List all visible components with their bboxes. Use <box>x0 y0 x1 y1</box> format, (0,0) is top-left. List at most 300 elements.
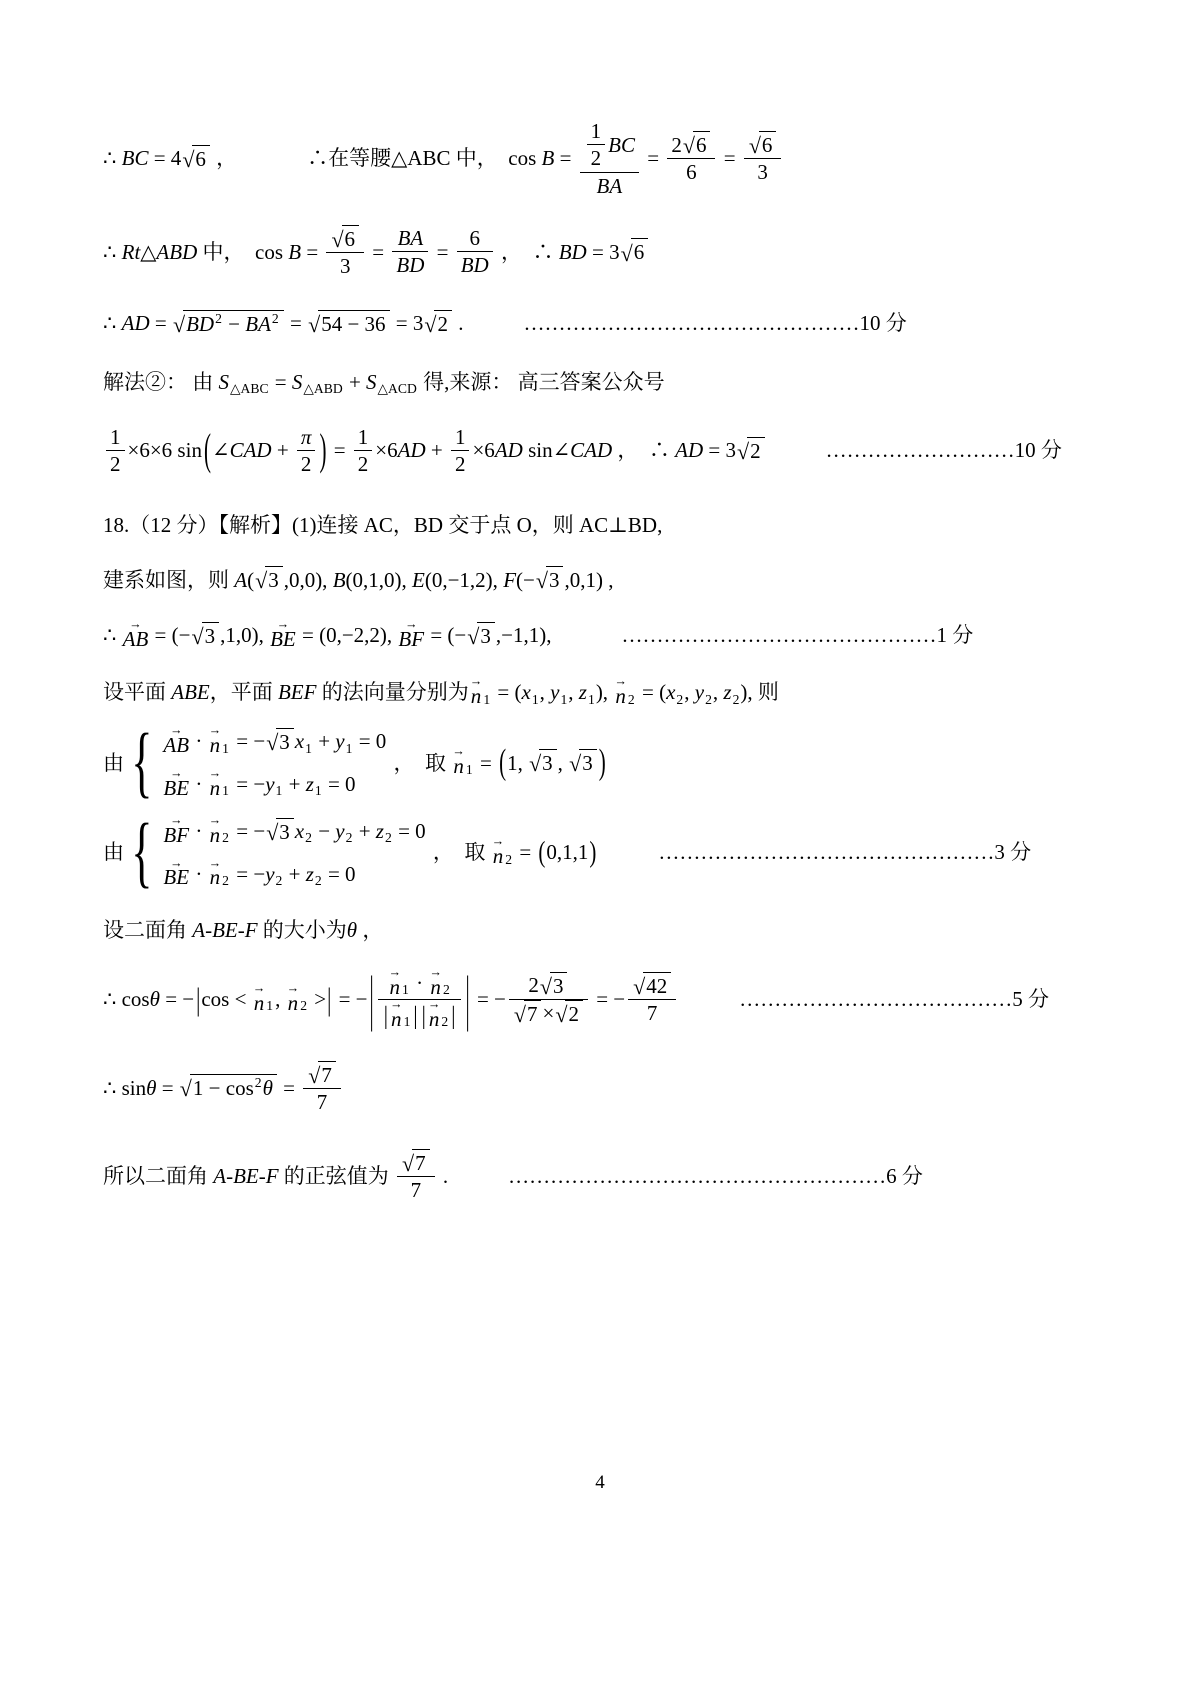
math-variable: θ <box>346 917 358 942</box>
text-token: 7 <box>410 1178 422 1203</box>
radical: √ 3 <box>266 728 294 755</box>
text-token: = 0 <box>322 861 356 886</box>
text-token: 由 <box>103 750 130 775</box>
text-token: = <box>284 311 308 336</box>
text-token: = − <box>231 772 266 797</box>
subscript: 2 <box>705 691 712 707</box>
text-token: ………………………………………………6 分 <box>508 1164 923 1189</box>
math-variable: BA <box>245 311 271 336</box>
cos-theta-line <box>103 963 1145 1033</box>
fraction <box>297 424 316 478</box>
math-variable: x <box>521 680 531 705</box>
math-variable: z <box>578 680 587 705</box>
subscript: △ABD <box>303 380 343 396</box>
text-token: 2 <box>750 439 761 464</box>
text-token: × <box>542 1001 555 1026</box>
text-token: · <box>410 971 429 996</box>
text-token: . <box>437 1164 449 1189</box>
text-token: …………………………………………10 分 <box>523 311 907 336</box>
math-variable: θ <box>262 1076 273 1101</box>
equation-row <box>162 855 356 890</box>
text-token: 3 <box>757 160 768 185</box>
text-token: , <box>684 680 695 705</box>
text-token: ,1,0), <box>220 623 270 648</box>
math-variable: y <box>265 772 275 797</box>
text-token: = 4 <box>148 146 182 171</box>
vector: → BF <box>163 812 190 847</box>
math-variable: y <box>265 861 275 886</box>
text-token: ∴ <box>103 239 122 264</box>
vector: → n 1 <box>208 765 229 800</box>
equation-system <box>131 717 387 806</box>
math-variable: BD <box>396 253 425 278</box>
text-token: = (− <box>425 623 467 648</box>
text-token: (0,−1,2), <box>424 567 504 592</box>
equation-row <box>162 722 387 757</box>
vector: → n 1 <box>208 722 229 757</box>
text-token: = <box>474 750 498 775</box>
text-token: = − <box>159 987 195 1012</box>
math-variable: y <box>335 729 345 754</box>
text-token: = <box>277 1075 301 1100</box>
text-token: = − <box>231 729 266 754</box>
superscript: 2 <box>215 310 222 326</box>
text-token: 2 <box>357 452 369 477</box>
radical: √ 6 <box>182 145 210 172</box>
text-token: ∴ <box>103 146 122 171</box>
math-variable: B <box>332 567 346 592</box>
text-token: ×6×6 sin <box>127 438 202 463</box>
vector: → n 2 <box>286 980 308 1015</box>
text-token: ∴在等腰△ABC 中， cos <box>307 146 542 171</box>
radical: √ 3 <box>255 566 283 593</box>
text-token: 3 <box>339 253 351 278</box>
radical: √ 6 <box>331 225 359 252</box>
text-token: , <box>712 680 724 705</box>
text-token: …………………………………………3 分 <box>658 840 1032 865</box>
math-variable: AD <box>121 311 150 336</box>
math-variable: ABE <box>171 680 210 705</box>
math-variable: BA <box>397 226 424 251</box>
vector-arrow-icon: → <box>404 617 418 632</box>
page-number: 4 <box>595 1472 605 1493</box>
subscript: 2 <box>676 691 684 707</box>
text-token: ， <box>210 146 238 171</box>
text-token: 6 <box>633 240 645 265</box>
text-token: = <box>367 239 390 264</box>
vector: → n 1 <box>388 964 409 999</box>
text-token: ×6 <box>375 438 398 463</box>
text-token: ∴ cos <box>103 987 150 1012</box>
math-variable: z <box>305 772 314 797</box>
vector-arrow-icon: → <box>427 996 441 1011</box>
math-variable: S <box>218 369 229 394</box>
vector-arrow-icon: → <box>286 980 300 995</box>
vector-arrow-icon: → <box>208 855 222 870</box>
subscript: △ACD <box>377 380 417 396</box>
text-token: 2 <box>454 452 466 477</box>
text-token: 3 <box>268 568 279 593</box>
math-variable: A-BE-F <box>192 917 258 942</box>
text-token: = − <box>333 987 368 1012</box>
text-token: > <box>309 987 327 1012</box>
vector: → n 1 <box>252 980 274 1015</box>
text-token: 由 <box>103 840 130 865</box>
text-token: , <box>539 680 551 705</box>
text-token: ∴ sin <box>103 1075 147 1100</box>
radical: √ 2 <box>424 310 452 337</box>
math-variable: CAD <box>570 438 613 463</box>
fraction <box>397 1149 435 1203</box>
text-token: = 3 <box>703 438 737 463</box>
text-token: cos < <box>201 987 252 1012</box>
q18-intro <box>103 511 1145 539</box>
text-token: = 3 <box>586 239 620 264</box>
math-variable: θ <box>146 1075 157 1100</box>
radical: √ 7 <box>402 1149 430 1176</box>
text-token: 1 <box>110 424 121 449</box>
text-token: = <box>149 311 172 336</box>
text-token: + <box>343 369 367 394</box>
subscript: 2 <box>314 873 322 889</box>
vector-arrow-icon: → <box>388 964 402 979</box>
conclusion-line <box>103 1149 1145 1203</box>
text-token: = <box>642 146 665 171</box>
text-token: 1 <box>590 119 602 143</box>
subscript: 1 <box>587 691 595 707</box>
text-token: = 3 <box>390 311 424 336</box>
vector: → n 1 <box>389 996 411 1031</box>
radical: √ 42 <box>633 972 671 999</box>
text-token: 设二面角 <box>103 917 193 942</box>
math-variable: AD <box>397 438 426 463</box>
text-token: , <box>557 750 569 775</box>
radical: √ BD 2 − BA 2 <box>173 310 284 337</box>
subscript: 1 <box>275 783 283 799</box>
vector-arrow-icon: → <box>129 617 142 632</box>
text-token: + <box>312 729 336 754</box>
fence: | → n 1 | <box>383 996 418 1031</box>
text-token: + <box>425 438 448 463</box>
fraction <box>509 972 588 1027</box>
text-token: 1 <box>357 424 369 449</box>
fraction <box>354 424 373 478</box>
text-token: + <box>271 438 294 463</box>
fence: | → n 1 · → n 2 | → n 1 | | → n 2 | | <box>369 963 470 1033</box>
text-token: ×6 <box>472 438 495 463</box>
vector-arrow-icon: → <box>208 765 222 780</box>
fraction <box>587 118 606 172</box>
radical: √ 6 <box>749 131 777 158</box>
vector: → n 1 <box>469 673 491 708</box>
text-token: 6 <box>695 133 707 158</box>
math-variable: BD <box>186 311 215 336</box>
text-token: 2 <box>671 132 682 157</box>
fraction <box>326 225 364 279</box>
text-token: + <box>283 861 306 886</box>
system-n2 <box>103 807 1145 896</box>
subscript: 1 <box>314 783 322 799</box>
text-token: = 0 <box>353 729 387 754</box>
text-token: 3 <box>279 819 290 844</box>
fraction <box>451 424 470 478</box>
text-token: (− <box>516 567 535 592</box>
math-variable: S <box>366 369 377 394</box>
text-token: = <box>301 239 324 264</box>
subscript: 2 <box>275 873 283 889</box>
subscript: △ABC <box>230 380 269 396</box>
radical: √ 1 − cos 2 θ <box>180 1074 277 1101</box>
vector: → n 2 <box>491 834 513 868</box>
vector: → n 2 <box>614 673 635 708</box>
text-token: 42 <box>646 974 668 999</box>
text-token: 2 <box>437 311 448 336</box>
radical: √ 2 <box>555 1000 583 1027</box>
vectors-line <box>103 617 1145 651</box>
text-token: 的法向量分别为 <box>316 680 469 705</box>
spacer <box>463 323 523 324</box>
text-token: ,0,1) , <box>564 567 614 592</box>
math-variable: F <box>503 567 517 592</box>
text-token: = <box>554 146 577 171</box>
math-variable: S <box>291 369 303 394</box>
text-token: 7 <box>526 1001 538 1026</box>
text-token: = 0 <box>322 772 356 797</box>
text-token: 7 <box>415 1151 426 1176</box>
text-token: = − <box>471 987 506 1012</box>
subscript: 2 <box>732 691 740 707</box>
subscript: 1 <box>531 691 539 707</box>
method2-heading <box>103 368 1145 396</box>
text-token: + <box>283 772 306 797</box>
text-token: ∠ <box>211 438 230 463</box>
vector: → BE <box>270 617 296 651</box>
text-token: 3 <box>552 973 564 998</box>
text-token: = <box>514 840 537 865</box>
vector-arrow-icon: → <box>614 673 627 688</box>
text-token: 得,来源： 高三答案公众号 <box>417 369 665 394</box>
text-token: 2 <box>568 1001 579 1026</box>
text-token: . <box>452 311 464 336</box>
radical: √ 6 <box>683 131 711 158</box>
text-token: 设平面 <box>103 680 172 705</box>
math-variable: Rt△ABD <box>121 239 198 264</box>
radical: √ 3 <box>540 972 568 999</box>
normal-vectors-setup <box>103 673 1145 708</box>
math-variable: y <box>694 680 705 705</box>
text-token: 54 − 36 <box>321 311 386 336</box>
math-variable: BA <box>596 173 623 198</box>
text-token: = − <box>231 818 266 843</box>
math-variable: B <box>288 239 302 264</box>
math-variable: BD <box>460 253 489 278</box>
vector-arrow-icon: → <box>169 722 183 737</box>
fraction <box>106 424 125 478</box>
math-variable: z <box>723 680 732 705</box>
radical: √ 7 <box>308 1061 336 1088</box>
text-token: 的大小为 <box>257 917 347 942</box>
system-brace: { <box>131 807 153 896</box>
text-token: 2 <box>590 146 602 171</box>
spacer <box>551 635 621 636</box>
text-token: ), 则 <box>740 680 779 705</box>
text-token: 2 <box>110 452 121 477</box>
text-token: 中， cos <box>197 239 289 264</box>
text-token: 的正弦值为 <box>278 1164 395 1189</box>
superscript: 2 <box>254 1074 262 1090</box>
subscript: 1 <box>305 740 312 756</box>
fraction <box>628 972 676 1026</box>
spacer <box>766 450 826 451</box>
text-token: 1 <box>454 424 466 449</box>
text-token: 2 <box>300 452 312 477</box>
dihedral-setup <box>103 916 1145 944</box>
text-token: = ( <box>636 680 667 705</box>
fence: | cos < → n 1 , → n 2 > | <box>196 980 332 1017</box>
text-token: + <box>353 818 376 843</box>
line-rt-abd <box>103 225 1145 279</box>
text-token: ， ∴ <box>612 438 676 463</box>
text-token: 6 <box>195 146 206 171</box>
system-brace: { <box>131 717 153 806</box>
line-ad-result <box>103 309 1145 337</box>
vector-arrow-icon: → <box>208 812 222 827</box>
fence: ( 0,1,1 ) <box>538 835 597 869</box>
math-variable: x <box>294 818 305 843</box>
text-token: , <box>275 987 286 1012</box>
vector: → n 2 <box>427 996 449 1031</box>
math-variable: z <box>375 818 384 843</box>
text-token: = <box>269 369 292 394</box>
math-variable: A-BE-F <box>213 1164 279 1189</box>
text-token: = 0 <box>392 818 426 843</box>
subscript: 2 <box>345 830 353 846</box>
radical: √ 2 <box>737 437 765 464</box>
text-token: sin∠ <box>522 438 571 463</box>
math-variable: E <box>412 567 425 592</box>
math-variable: BEF <box>277 680 317 705</box>
equation-row <box>162 812 426 847</box>
text-token: = − <box>231 861 266 886</box>
text-token: 7 <box>316 1089 328 1114</box>
text-token: 3 <box>542 751 553 776</box>
vector-arrow-icon: → <box>389 996 403 1011</box>
radical: √ 3 <box>191 622 219 649</box>
text-token: 6 <box>469 226 480 251</box>
line-bc-cosb <box>103 118 1145 199</box>
vector-arrow-icon: → <box>208 722 222 737</box>
text-token: 3 <box>279 729 290 754</box>
vector: → AB <box>122 617 149 651</box>
math-variable: θ <box>149 987 160 1012</box>
math-variable: BC <box>121 146 149 171</box>
text-token: = ( <box>492 680 522 705</box>
text-token: 解法②： 由 <box>103 369 219 394</box>
vector-arrow-icon: → <box>276 617 290 632</box>
radical: √ 3 <box>467 622 495 649</box>
text-token: 3 <box>204 623 216 648</box>
text-token: ,−1,1), <box>495 623 552 648</box>
math-variable: AD <box>675 438 704 463</box>
text-token: − <box>312 818 336 843</box>
vector-arrow-icon: → <box>252 980 266 995</box>
math-variable: BC <box>608 132 636 157</box>
text-token: ………………………10 分 <box>825 438 1062 463</box>
text-token: ∴ <box>103 623 122 648</box>
vector-arrow-icon: → <box>169 765 183 780</box>
math-variable: A <box>234 567 248 592</box>
text-token: 3 <box>480 623 491 648</box>
math-variable: AD <box>494 438 523 463</box>
fraction <box>392 225 428 279</box>
radical: √ 7 <box>514 1000 542 1027</box>
coordinates-line <box>103 566 1145 594</box>
vector: → AB <box>163 722 190 757</box>
math-variable: z <box>305 861 314 886</box>
text-token: 18.（12 分）【解析】(1)连接 AC，BD 交于点 O，则 AC⊥BD, <box>103 513 663 538</box>
spacer <box>598 852 658 853</box>
math-variable: BD <box>558 239 587 264</box>
spacer <box>679 999 739 1000</box>
fraction <box>667 131 715 185</box>
text-token: 2 <box>528 973 539 998</box>
text-token: ，平面 <box>209 680 278 705</box>
text-token: ∴ <box>103 311 122 336</box>
text-token: · <box>190 861 208 886</box>
text-token: 建系如图，则 <box>103 567 235 592</box>
vector: → BE <box>163 765 190 800</box>
text-token: − <box>222 311 246 336</box>
system-n1 <box>103 717 1145 806</box>
text-token: ………………………………………1 分 <box>621 623 974 648</box>
text-token: 3 <box>582 751 593 776</box>
vector-arrow-icon: → <box>452 744 465 759</box>
math-variable: y <box>550 680 560 705</box>
text-token: 1 − cos <box>192 1076 254 1101</box>
superscript: 2 <box>271 310 279 326</box>
equation-system <box>131 807 426 896</box>
text-token: 7 <box>646 1001 658 1026</box>
equation-row <box>162 765 356 800</box>
vector-arrow-icon: → <box>169 855 183 870</box>
math-variable: x <box>294 729 305 754</box>
text-token: = (0,−2,2), <box>296 623 398 648</box>
text-token: = <box>328 438 351 463</box>
text-token: 所以二面角 <box>103 1164 214 1189</box>
spacer <box>237 158 307 159</box>
method2-equation <box>103 424 1145 478</box>
text-token: = <box>431 239 454 264</box>
text-token: · <box>190 818 208 843</box>
vector: → n 2 <box>429 964 450 999</box>
subscript: 2 <box>384 830 392 846</box>
math-variable: y <box>335 818 345 843</box>
text-token: , <box>568 680 579 705</box>
text-token: 6 <box>761 133 773 158</box>
text-token: · <box>190 729 208 754</box>
vector: → BF <box>398 617 425 651</box>
text-token: ， 取 <box>427 840 491 865</box>
text-token: ), <box>595 680 614 705</box>
vector: → n 1 <box>452 744 473 779</box>
radical: √ 3 <box>529 749 557 776</box>
fraction <box>378 964 462 1031</box>
text-token: = <box>156 1075 179 1100</box>
fence: ( 1, √ 3 , √ 3 ) <box>499 741 606 783</box>
text-token: = (− <box>149 623 191 648</box>
radical: √ 54 − 36 <box>308 310 389 337</box>
fraction <box>303 1061 341 1115</box>
